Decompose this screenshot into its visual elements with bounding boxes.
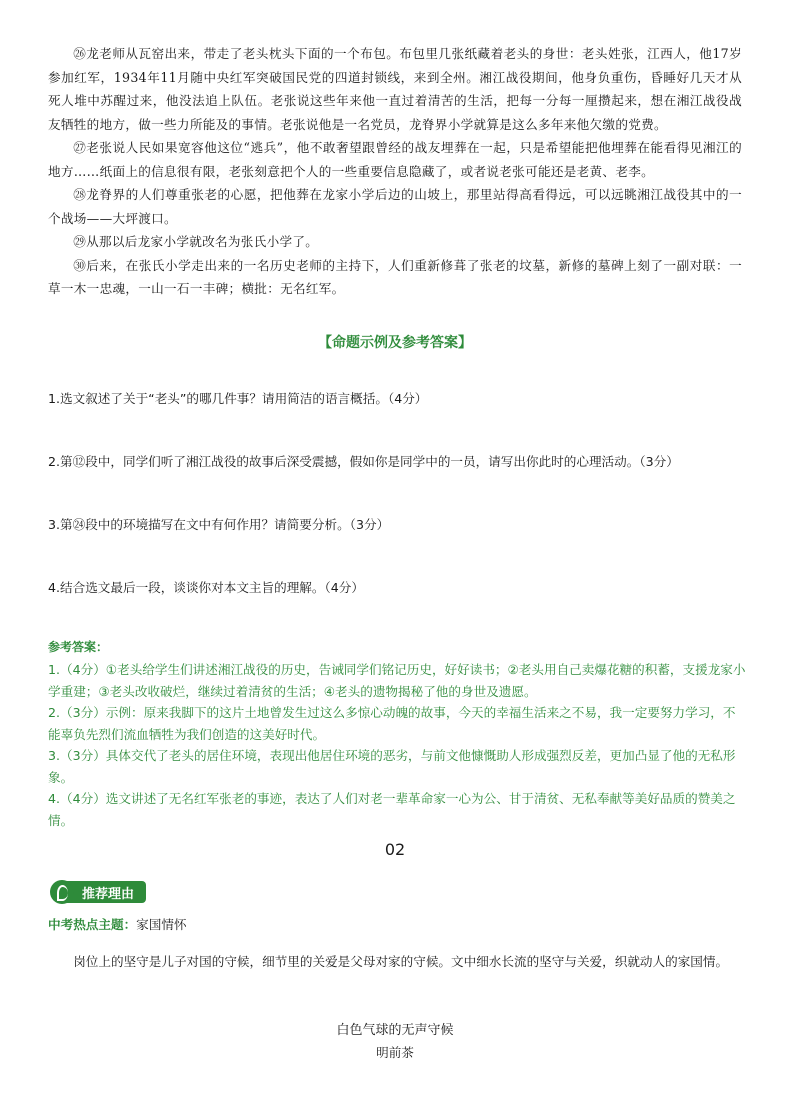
question-2: 2.第⑫段中，同学们听了湘江战役的故事后深受震撼，假如你是同学中的一员，请写出你此时的心理活动。（3分） (48, 454, 679, 469)
question-3: 3.第㉔段中的环境描写在文中有何作用？请简要分析。（3分） (48, 517, 390, 532)
reference-answers (48, 638, 748, 831)
answer-3: 3.（3分）具体交代了老头的居住环境，表现出他居住环境的恶劣，与前文他慷慨助人形成强烈反差，更加凸显了他的无私形象。 (48, 748, 736, 785)
recommend-intro-text: 岗位上的坚守是儿子对国的守候，细节里的关爱是父母对家的守候。文中细水长流的坚守与关爱，织就动人的家国情。 (73, 954, 729, 969)
hot-topic-key: 中考热点主题： (48, 917, 137, 932)
answer-4: 4.（4分）选文讲述了无名红军张老的事迹，表达了人们对老一辈革命家一心为公、甘于清贫、无私奉献等美好品质的赞美之情。 (48, 791, 736, 828)
answer-2: 2.（3分）示例：原来我脚下的这片土地曾发生过这么多惊心动魄的故事，今天的幸福生活来之不易，我一定要努力学习，不能辜负先烈们流血牺牲为我们创造的这美好时代。 (48, 705, 736, 742)
story-paragraph-29: ㉙从那以后龙家小学就改名为张氏小学了。 (73, 234, 319, 249)
recommend-badge-label: 推荐理由 (66, 881, 146, 903)
article-title: 白色气球的无声守候 (336, 1023, 454, 1038)
story-paragraph-27: ㉗老张说人民如果宽容他这位“逃兵”，他不敢奢望跟曾经的战友埋葬在一起，只是希望能把他埋葬在能看得见湘江的地方……纸面上的信息很有限，老张刻意把个人的一些重要信息隐藏了，或者说老张可能还是老黄、老李。 (48, 140, 742, 179)
answer-1: 1.（4分）①老头给学生们讲述湘江战役的历史，告诫同学们铭记历史，好好读书；②老头用自己卖爆花糖的积蓄，支援龙家小学重建；③老头改收破烂，继续过着清贫的生活；④老头的遗物揭秘了他的身世及遗愿。 (48, 662, 746, 699)
question-1: 1.选文叙述了关于“老头”的哪几件事？请用简洁的语言概括。（4分） (48, 391, 428, 406)
story-paragraph-26: ㉖龙老师从瓦窑出来，带走了老头枕头下面的一个布包。布包里几张纸藏着老头的身世：老头姓张，江西人，他17岁参加红军，1934年11月随中央红军突破国民党的四道封锁线，来到全州。湘江战役期间，他身负重伤，昏睡好几天才从死人堆中苏醒过来，他没法追上队伍。老张说这些年来他一直过着清苦的生活，把每一分每一厘攒起来，想在湘江战役战友牺牲的地方，做一些力所能及的事情。老张说他是一名党员，龙脊界小学就算是这么多年来他欠缴的党费。 (48, 46, 742, 132)
section-number: 02 (384, 840, 406, 859)
hot-topic-value: 家国情怀 (136, 917, 187, 932)
recommend-intro (48, 943, 748, 981)
recommend-badge (50, 880, 168, 904)
question-4: 4.结合选文最后一段，谈谈你对本文主旨的理解。（4分） (48, 580, 364, 595)
leaf-icon (50, 880, 74, 904)
story-excerpt (48, 42, 742, 301)
article-author: 明前茶 (376, 1045, 414, 1060)
story-paragraph-30: ㉚后来，在张氏小学走出来的一名历史老师的主持下，人们重新修葺了张老的坟墓，新修的墓碑上刻了一副对联：一草一木一忠魂，一山一石一丰碑；横批：无名红军。 (48, 257, 742, 296)
answers-label: 参考答案： (48, 640, 109, 654)
story-paragraph-28: ㉘龙脊界的人们尊重张老的心愿，把他葬在龙家小学后边的山坡上，那里站得高看得远，可以远眺湘江战役其中的一个战场——大坪渡口。 (48, 187, 742, 226)
section-title: 【命题示例及参考答案】 (318, 335, 472, 351)
hot-topic-line (48, 914, 187, 933)
